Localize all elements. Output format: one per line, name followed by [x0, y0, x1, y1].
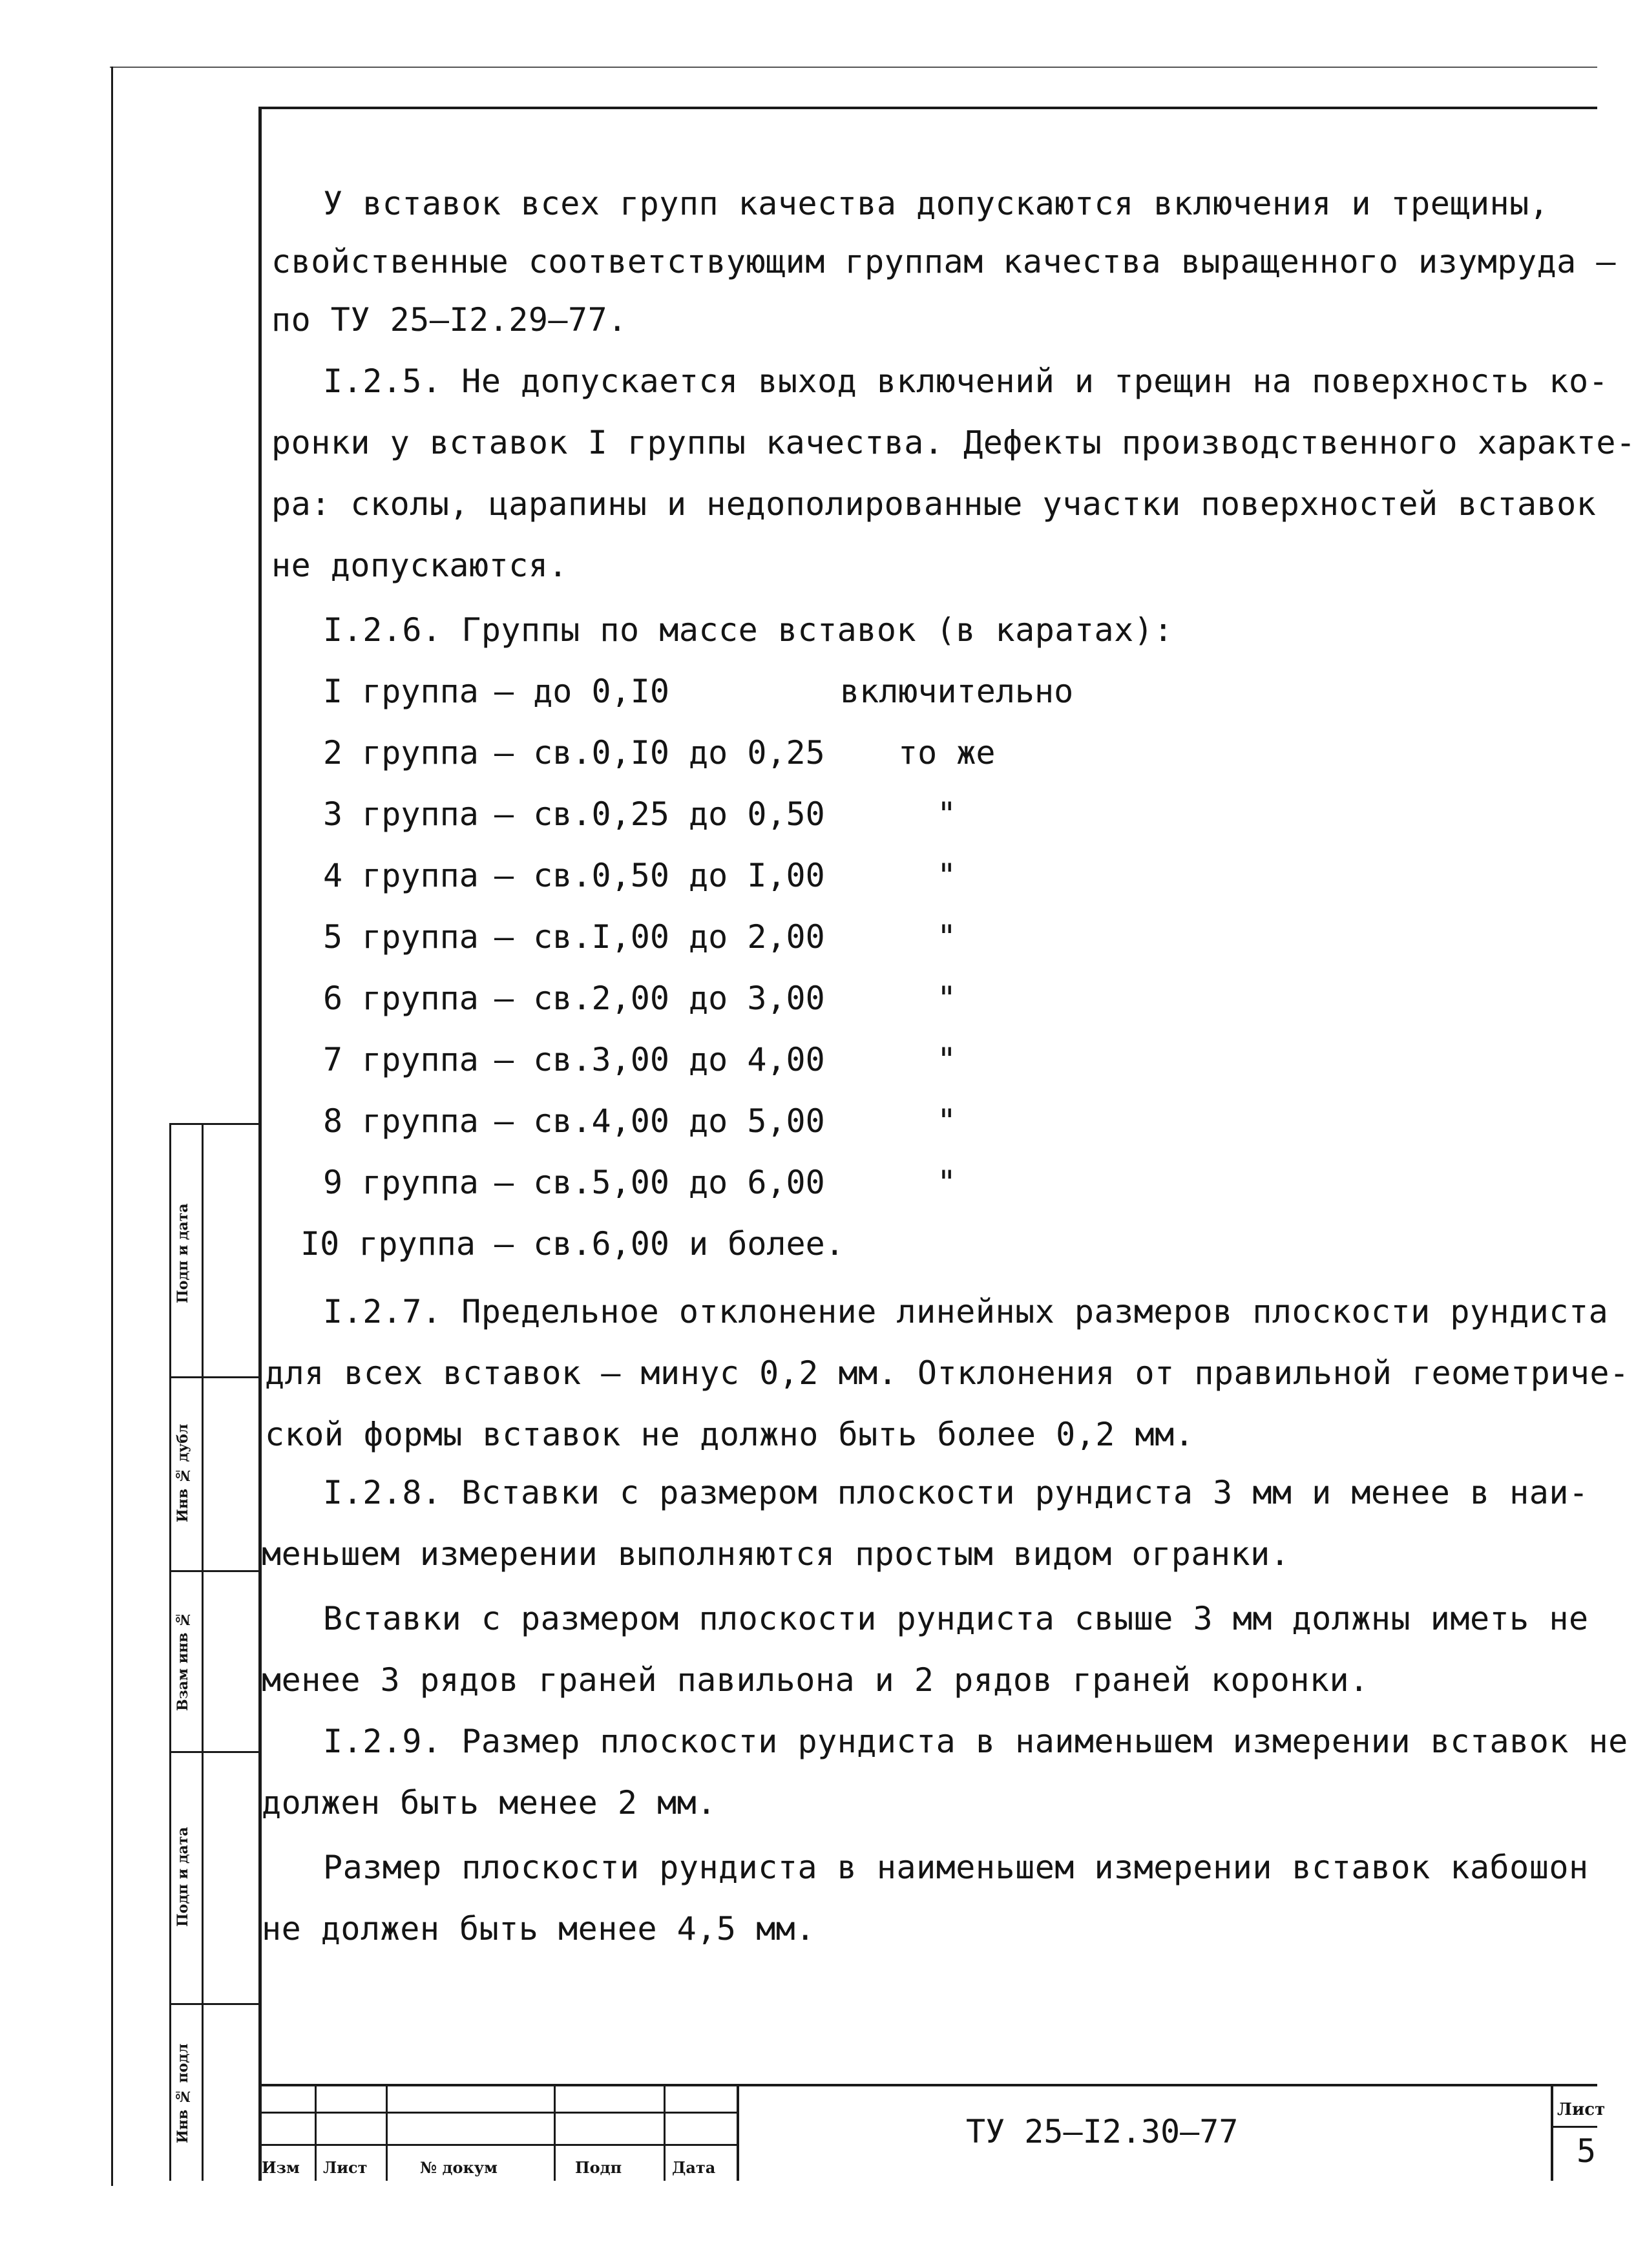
group-2-range: – св.0,I0 до 0,25	[494, 734, 825, 772]
clause-1-2-7-line-2: для всех вставок – минус 0,2 мм. Отклонения от правильной геометриче-	[265, 1354, 1630, 1392]
group-2-note: то же	[898, 734, 996, 772]
stamp-col-5	[737, 2084, 739, 2181]
group-5-range: – св.I,00 до 2,00	[494, 918, 825, 956]
group-8-name: 8 группа	[323, 1102, 479, 1140]
group-8-range: – св.4,00 до 5,00	[494, 1102, 825, 1140]
group-4-range: – св.0,50 до I,00	[494, 857, 825, 894]
stamp-sheet-rule	[1551, 2126, 1597, 2128]
sheet-label: Лист	[1557, 2100, 1606, 2119]
stamp-col-2	[386, 2084, 388, 2181]
document-number: ТУ 25–I2.30–77	[966, 2113, 1239, 2150]
group-6-name: 6 группа	[323, 980, 479, 1017]
stamp-col-document: № докум	[420, 2158, 498, 2177]
group-9-note: "	[937, 1164, 957, 1201]
group-1-note: включительно	[840, 673, 1074, 710]
margin-sep-1	[169, 1376, 260, 1378]
group-7-name: 7 группа	[323, 1041, 479, 1078]
margin-sep-3	[169, 1751, 260, 1753]
margin-label-replacement-inventory: Взам инв №	[174, 1610, 191, 1711]
clause-1-2-5-line-2: ронки у вставок I группы качества. Дефекты производственного характе-	[271, 424, 1636, 461]
stamp-col-change: Изм	[262, 2158, 300, 2177]
group-3-range: – св.0,25 до 0,50	[494, 795, 825, 833]
margin-box-inner	[202, 1124, 204, 2181]
clause-facets-line-2: менее 3 рядов граней павильона и 2 рядов граней коронки.	[262, 1661, 1369, 1699]
group-10-name: I0 группа	[300, 1225, 476, 1263]
group-8-note: "	[937, 1102, 957, 1140]
margin-box-top	[169, 1123, 260, 1125]
clause-cabochon-line-2: не должен быть менее 4,5 мм.	[262, 1910, 815, 1948]
margin-label-signature-date-2: Подп и дата	[174, 1827, 191, 1927]
clause-1-2-5-line-1: I.2.5. Не допускается выход включений и трещин на поверхность ко-	[323, 362, 1609, 400]
stamp-col-sheet: Лист	[323, 2158, 368, 2177]
stamp-col-4	[664, 2084, 666, 2181]
group-6-range: – св.2,00 до 3,00	[494, 980, 825, 1017]
stamp-col-1	[315, 2084, 317, 2181]
frame-top	[260, 107, 1597, 109]
margin-sep-4	[169, 2003, 260, 2005]
group-1-name: I группа	[323, 673, 479, 710]
group-3-name: 3 группа	[323, 795, 479, 833]
stamp-col-signature: Подп	[575, 2158, 622, 2177]
outer-left-rule	[111, 67, 113, 2186]
group-6-note: "	[937, 980, 957, 1017]
group-7-note: "	[937, 1041, 957, 1078]
stamp-col-date: Дата	[672, 2158, 716, 2177]
sheet-number: 5	[1577, 2132, 1597, 2170]
clause-1-2-9-line-2: должен быть менее 2 мм.	[262, 1784, 717, 1822]
paragraph-inclusions-line-1: У вставок всех групп качества допускаются включения и трещины,	[323, 185, 1549, 222]
group-4-note: "	[937, 857, 957, 894]
group-7-range: – св.3,00 до 4,00	[494, 1041, 825, 1078]
clause-1-2-6-heading: I.2.6. Группы по массе вставок (в каратах):	[323, 611, 1173, 649]
stamp-row-rule-2	[260, 2144, 738, 2146]
frame-left	[258, 107, 262, 2181]
clause-1-2-8-line-2: меньшем измерении выполняются простым видом огранки.	[262, 1535, 1290, 1573]
top-rule	[110, 67, 1597, 68]
clause-1-2-5-line-4: не допускаются.	[271, 547, 569, 584]
margin-sep-2	[169, 1570, 260, 1572]
group-3-note: "	[937, 795, 957, 833]
group-5-note: "	[937, 918, 957, 956]
stamp-col-3	[554, 2084, 556, 2181]
margin-label-original-inventory: Инв № подл	[174, 2043, 191, 2144]
group-9-range: – св.5,00 до 6,00	[494, 1164, 825, 1201]
paragraph-inclusions-line-3: по ТУ 25–I2.29–77.	[271, 301, 627, 339]
stamp-sheet-col	[1551, 2084, 1553, 2181]
clause-cabochon-line-1: Размер плоскости рундиста в наименьшем измерении вставок кабошон	[323, 1849, 1589, 1886]
stamp-row-rule-1	[260, 2112, 738, 2114]
clause-facets-line-1: Вставки с размером плоскости рундиста свыше 3 мм должны иметь не	[323, 1600, 1589, 1637]
clause-1-2-7-line-1: I.2.7. Предельное отклонение линейных размеров плоскости рундиста	[323, 1293, 1609, 1330]
margin-box-left	[169, 1124, 171, 2181]
paragraph-inclusions-line-2: свойственные соответствующим группам качества выращенного изумруда –	[271, 243, 1616, 280]
margin-label-duplicate-inventory: Инв № дубл	[174, 1423, 191, 1523]
margin-label-signature-date-1: Подп и дата	[174, 1203, 191, 1304]
group-10-range: – св.6,00 и более.	[494, 1225, 844, 1263]
clause-1-2-7-line-3: ской формы вставок не должно быть более 0,2 мм.	[265, 1416, 1195, 1453]
group-1-range: – до 0,I0	[494, 673, 669, 710]
clause-1-2-8-line-1: I.2.8. Вставки с размером плоскости рундиста 3 мм и менее в наи-	[323, 1474, 1589, 1511]
clause-1-2-5-line-3: ра: сколы, царапины и недополированные участки поверхностей вставок	[271, 485, 1597, 523]
clause-1-2-9-line-1: I.2.9. Размер плоскости рундиста в наименьшем измерении вставок не	[323, 1723, 1628, 1760]
group-2-name: 2 группа	[323, 734, 479, 772]
stamp-top-rule	[260, 2084, 1597, 2086]
group-5-name: 5 группа	[323, 918, 479, 956]
group-9-name: 9 группа	[323, 1164, 479, 1201]
group-4-name: 4 группа	[323, 857, 479, 894]
